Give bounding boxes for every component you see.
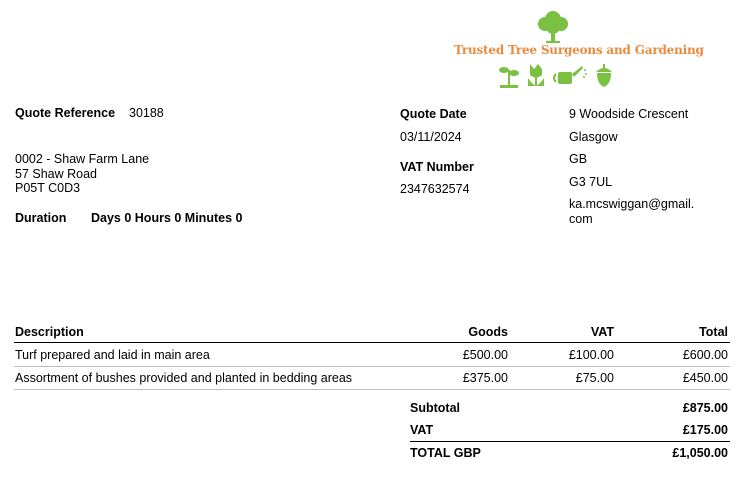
vat-total-value: £175.00 <box>682 423 728 437</box>
quote-date-value: 03/11/2024 <box>400 130 462 144</box>
subtotal-label: Subtotal <box>410 401 460 415</box>
grand-total-label: TOTAL GBP <box>410 446 481 460</box>
column-header-vat: VAT <box>590 325 614 339</box>
customer-address-line: 57 Shaw Road <box>15 167 98 181</box>
table-row-description: Assortment of bushes provided and planted in bedding areas <box>15 371 353 385</box>
vat-number-label: VAT Number <box>400 160 474 174</box>
table-row-goods: £500.00 <box>462 348 508 362</box>
customer-address-line: P05T C0D3 <box>15 181 81 195</box>
table-row-vat: £100.00 <box>568 348 614 362</box>
company-email: ka.mcswiggan@gmail. <box>569 197 695 211</box>
table-header-divider <box>14 342 730 343</box>
seedling-icon <box>499 67 519 88</box>
acorn-icon <box>596 64 612 87</box>
grand-total-divider <box>410 441 730 442</box>
duration-value: Days 0 Hours 0 Minutes 0 <box>91 211 243 225</box>
company-address-line: GB <box>569 152 588 166</box>
subtotal-value: £875.00 <box>682 401 728 415</box>
column-header-description: Description <box>15 325 84 339</box>
company-name: Trusted Tree Surgeons and Gardening <box>454 43 704 57</box>
company-address-line: 9 Woodside Crescent <box>569 107 689 121</box>
table-row-divider <box>14 389 730 390</box>
company-email-continued: com <box>569 212 593 226</box>
duration-label: Duration <box>15 211 67 225</box>
tree-icon <box>535 8 571 44</box>
quote-reference-value: 30188 <box>129 106 164 120</box>
table-row-divider <box>14 366 730 367</box>
vat-number-value: 2347632574 <box>400 182 470 196</box>
table-row-total: £600.00 <box>682 348 728 362</box>
logo-icons <box>498 60 618 90</box>
column-header-total: Total <box>699 325 728 339</box>
company-address-line: G3 7UL <box>569 175 613 189</box>
watering-can-icon <box>554 66 587 84</box>
table-row-goods: £375.00 <box>462 371 508 385</box>
grand-total-value: £1,050.00 <box>672 446 728 460</box>
customer-address-line: 0002 - Shaw Farm Lane <box>15 152 150 166</box>
column-header-goods: Goods <box>468 325 508 339</box>
company-address-line: Glasgow <box>569 130 618 144</box>
quote-date-label: Quote Date <box>400 107 467 121</box>
table-row-vat: £75.00 <box>575 371 614 385</box>
quote-reference-label: Quote Reference <box>15 106 116 120</box>
table-row-total: £450.00 <box>682 371 728 385</box>
vat-total-label: VAT <box>410 423 434 437</box>
table-row-description: Turf prepared and laid in main area <box>15 348 210 362</box>
tulip-icon <box>528 64 544 86</box>
